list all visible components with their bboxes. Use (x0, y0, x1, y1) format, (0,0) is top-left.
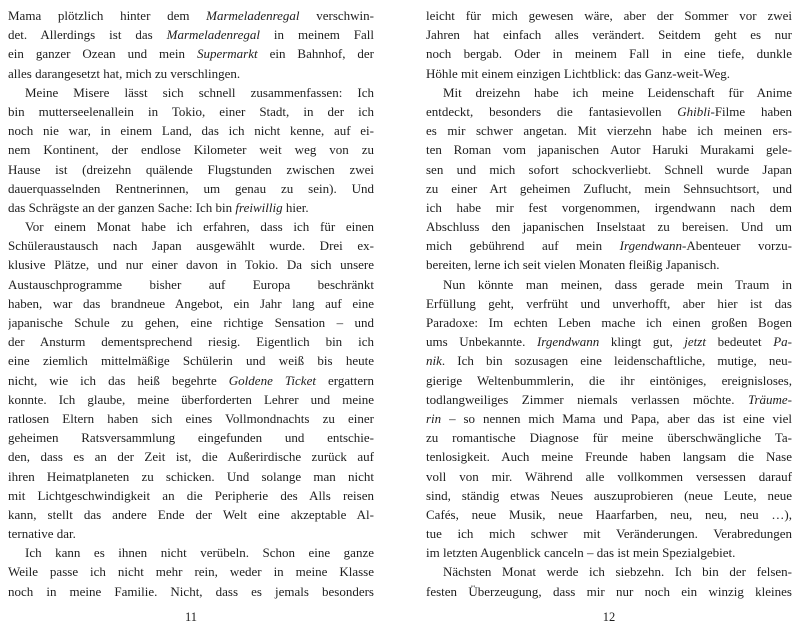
text-segment: den, dass es an der Zeit ist, die Außerirdische zurück auf (8, 449, 374, 465)
text-segment: kann, stellt das andere Ende der Welt eine akzeptable Al- (8, 506, 374, 522)
text-segment: im letzten Augenblick canceln – das ist mein Spezialgebiet. (426, 545, 736, 561)
italic-text-segment: Ghibli (677, 103, 711, 119)
italic-text-segment: Irgendwann (619, 238, 683, 254)
italic-text-segment: Supermarkt (196, 46, 258, 62)
text-line (426, 371, 792, 390)
book-page-right (426, 6, 792, 625)
page-text (426, 6, 792, 601)
text-segment: ergattern (315, 372, 374, 388)
text-segment: leicht für mich gewesen wäre, aber der Sommer vor zwei (426, 8, 792, 23)
text-segment: sind, ständig etwas Neues auszuprobieren (neue Leute, neue (426, 487, 792, 503)
text-segment: bereiten, lerne ich seit vielen Monaten fleißig Japanisch. (426, 257, 720, 273)
text-segment: voll von mir. Während alle vollkommen versessen darauf (426, 468, 792, 484)
text-segment: gierige Weltenbummlerin, die ihr eintöniges, ereignisloses, (426, 372, 792, 388)
page-number: 12 (602, 609, 616, 624)
text-segment: sen und mich sofort schockverliebt. Schnell wurde Japan (426, 161, 792, 177)
text-line (8, 332, 374, 351)
text-line (426, 160, 792, 179)
text-segment: das Schrägste an der ganzen Sache: Ich bin (8, 199, 236, 215)
text-segment: zu romantische Diagnose für meine überschwängliche Ta- (426, 430, 792, 446)
text-segment: nicht, wie ich das heiß begehrte (8, 372, 229, 388)
text-line (8, 102, 374, 121)
text-segment: Schüleraustausch nach Japan ausgewählt wurde. Drei ex- (8, 238, 374, 254)
text-line (426, 390, 792, 409)
text-segment: alles darangesetzt hat, mich zu verschlingen. (8, 65, 241, 81)
book-page-left (8, 6, 374, 625)
page-text (8, 6, 374, 601)
text-segment: in meinem Fall (260, 27, 374, 43)
text-segment: noch in meine Familie. Nicht, dass es jemals besonders (8, 583, 374, 599)
text-segment: -Filme haben (710, 103, 792, 119)
text-segment: -Abenteuer vorzu- (682, 238, 792, 254)
text-line (8, 351, 374, 370)
text-line (8, 179, 374, 198)
text-line (8, 198, 374, 217)
text-segment: Cafés, neue Musik, neue Haarfarben, neu, neu, neu …), (426, 506, 792, 522)
text-segment: zu einer Art geheimen Zuflucht, mein Sehnsuchtsort, und (426, 180, 792, 196)
text-line (426, 524, 792, 543)
text-line (8, 524, 374, 543)
text-segment: Vor einem Monat habe ich erfahren, dass ich für einen (25, 219, 374, 235)
text-line (426, 236, 792, 255)
text-segment: mich gebührend auf mein (426, 238, 620, 254)
text-line (8, 83, 374, 102)
text-line (426, 313, 792, 332)
text-line (8, 160, 374, 179)
text-segment: klingt gut, (599, 334, 685, 350)
text-line (426, 102, 792, 121)
text-segment: entdeckt, besonders die fantasievollen (426, 103, 678, 119)
text-line (8, 428, 374, 447)
text-line (8, 371, 374, 390)
text-segment: Meine Misere lässt sich schnell zusammenfassen: Ich (25, 84, 374, 100)
text-segment: – so nennen mich Mama und Papa, aber das ist eine viel (441, 410, 792, 426)
text-line (426, 255, 792, 274)
text-line (426, 467, 792, 486)
italic-text-segment: freiwillig (235, 199, 283, 215)
text-line (426, 543, 792, 562)
text-segment: Mit dreizehn habe ich meine Leidenschaft für Anime (443, 84, 792, 100)
text-segment: eine ziemlich mittelmäßige Schülerin und weiß bis heute (8, 353, 374, 369)
text-line (426, 198, 792, 217)
text-line (426, 562, 792, 581)
text-line (8, 505, 374, 524)
text-segment: Nächsten Monat werde ich siebzehn. Ich bin der felsen- (443, 564, 792, 580)
text-line (426, 486, 792, 505)
text-line (8, 121, 374, 140)
text-segment: Mama plötzlich hinter dem (8, 8, 207, 23)
text-line (426, 351, 792, 370)
italic-text-segment: Marmeladenregal (206, 8, 300, 23)
text-line (8, 6, 374, 25)
italic-text-segment: Träume- (747, 391, 792, 407)
text-segment: ich habe mir fest vorgenommen, irgendwann nach dem (426, 199, 792, 215)
text-line (426, 83, 792, 102)
text-line (8, 140, 374, 159)
italic-text-segment: Marmeladenregal (166, 27, 260, 43)
text-line (8, 562, 374, 581)
text-segment: hier. (282, 199, 309, 215)
text-segment: noch bergab. Oder in meinem Fall in eine tiefe, dunkle (426, 46, 792, 62)
text-segment: japanische Schule zu gehen, eine richtige Sensation – und (8, 315, 374, 330)
text-segment: Erfüllung geht, verfrüht und unverhofft, aber hier ist das (426, 295, 792, 311)
text-segment: ein Bahnhof, der (257, 46, 374, 62)
text-segment: tenlosigkeit. Auch meine Freunde haben langsam die Nase (426, 449, 792, 465)
text-line (426, 447, 792, 466)
text-line (426, 582, 792, 601)
text-segment: Austauschprogramme bisher auf Europa beschränkt (8, 276, 374, 292)
text-line (426, 140, 792, 159)
text-line (8, 64, 374, 83)
text-line (426, 217, 792, 236)
text-segment: Ich kann es ihnen nicht verübeln. Schon eine ganze (25, 545, 374, 561)
text-line (8, 409, 374, 428)
text-segment: ein ganzer Ozean und mein (8, 46, 197, 62)
text-line (8, 486, 374, 505)
text-segment: haben, war das brandneue Angebot, ein Jahr lang auf eine (8, 295, 374, 311)
text-segment: ternative dar. (8, 526, 76, 542)
text-segment: Paradoxe: Im echten Leben mache ich einen großen Bogen (426, 315, 792, 330)
text-segment: geheimen Ratsversammlung eingefunden und entschie- (8, 430, 374, 446)
text-segment: dauerquasselnden Rentnerinnen, um genau zu sein). Und (8, 180, 374, 196)
italic-text-segment: Goldene Ticket (228, 372, 316, 388)
text-segment: klusive Plätze, und nur einer davon in Tokio. Da sich unsere (8, 257, 374, 273)
text-line (426, 64, 792, 83)
text-line (426, 332, 792, 351)
text-line (8, 217, 374, 236)
text-segment: der Ansturm dementsprechend riesig. Eigentlich bin ich (8, 334, 374, 350)
text-segment: ums Unbekannte. (426, 334, 537, 350)
text-segment: noch nie war, in einem Land, das ich nicht kenne, auf ei- (8, 123, 374, 139)
text-line (8, 390, 374, 409)
italic-text-segment: Pa- (773, 334, 792, 350)
text-line (8, 543, 374, 562)
text-segment: konnte. Ich glaube, meine überforderten Lehrer und meine (8, 391, 374, 407)
text-segment: ten Roman vom japanischen Autor Haruki Murakami gele- (426, 142, 792, 158)
text-segment: tue ich mich schwer mit Veränderungen. Verabredungen (426, 526, 792, 542)
text-line (426, 505, 792, 524)
text-line (8, 313, 374, 332)
text-segment: Höhle mit einem einzigen Lichtblick: das Ganz-weit-Weg. (426, 65, 730, 81)
text-line (426, 294, 792, 313)
text-line (426, 179, 792, 198)
text-line (8, 467, 374, 486)
text-line (8, 44, 374, 63)
text-segment: bin mutterseelenallein in Tokio, einer Stadt, in der ich (8, 103, 374, 119)
text-line (426, 121, 792, 140)
page-number: 11 (184, 609, 198, 624)
text-line (8, 236, 374, 255)
text-segment: ihren Heimatplaneten zu schicken. Und solange man nicht (8, 468, 374, 484)
text-segment: bedeutet (705, 334, 774, 350)
text-segment: todlangweiliges Zimmer niemals verlassen möchte. (426, 391, 748, 407)
text-segment: Jahren hat einfach alles verändert. Seitdem geht es nur (426, 27, 792, 43)
italic-text-segment: nik (426, 353, 442, 369)
text-segment: Nun könnte man meinen, dass gerade mein Traum in (443, 276, 792, 292)
text-segment: . Ich bin sozusagen eine leidenschaftliche, mutige, neu- (441, 353, 792, 369)
text-line (426, 44, 792, 63)
italic-text-segment: rin (426, 410, 442, 426)
text-line (8, 447, 374, 466)
text-line (8, 275, 374, 294)
text-line (426, 409, 792, 428)
text-segment: Hause ist (dreizehn quälende Flugstunden zwischen zwei (8, 161, 374, 177)
italic-text-segment: Irgendwann (536, 334, 600, 350)
text-line (8, 25, 374, 44)
text-line (426, 275, 792, 294)
text-line (8, 582, 374, 601)
text-line (426, 6, 792, 25)
text-line (8, 294, 374, 313)
text-line (8, 255, 374, 274)
text-segment: verschwin- (299, 8, 374, 23)
text-segment: det. Allerdings ist das (8, 27, 167, 43)
text-segment: Weile passe ich nicht mehr rein, weder in meine Klasse (8, 564, 374, 580)
text-line (426, 428, 792, 447)
text-segment: mit Lichtgeschwindigkeit an die Peripherie des Alls reisen (8, 487, 374, 503)
italic-text-segment: jetzt (684, 334, 706, 350)
text-segment: festen Überzeugung, dass mir nur noch ein winzig kleines (426, 583, 792, 599)
text-segment: ratlosen Eltern haben sich eines Vollmondnachts zu einer (8, 410, 374, 426)
text-segment: es mir schwer angetan. Mit vierzehn habe ich meinen ers- (426, 123, 792, 139)
text-segment: nem Kontinent, der endlose Kilometer weit weg von zu (8, 142, 374, 158)
text-segment: Abschluss den japanischen Inselstaat zu bereisen. Und um (426, 219, 792, 235)
text-line (426, 25, 792, 44)
